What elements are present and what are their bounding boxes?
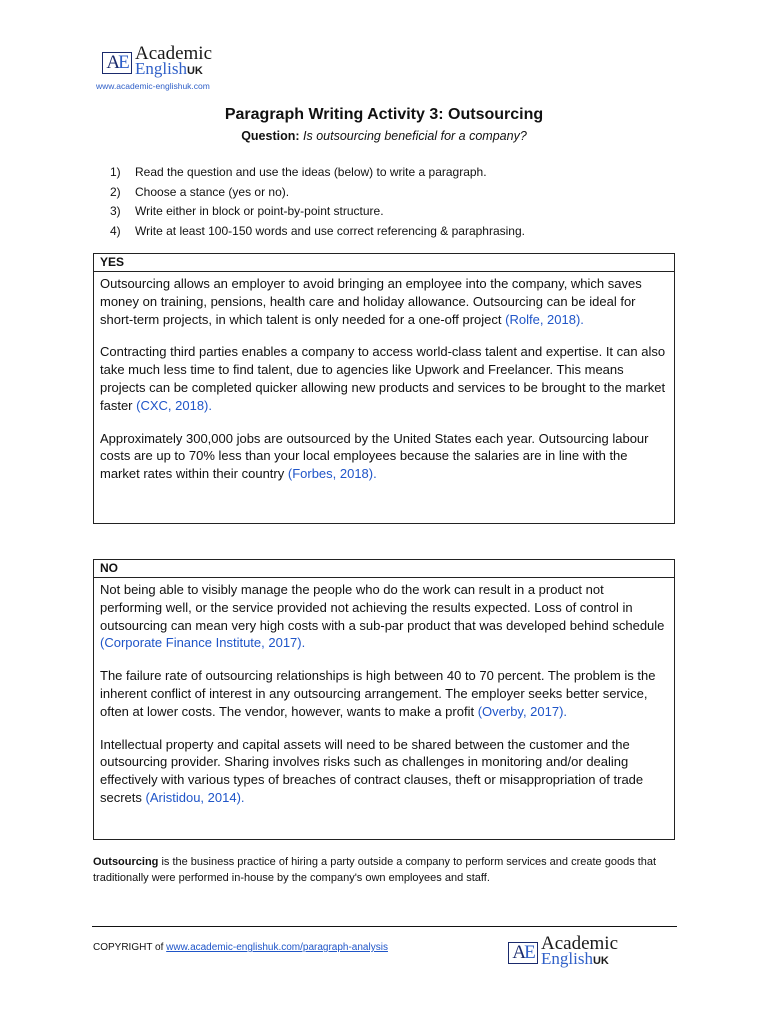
citation: (Overby, 2017).: [477, 703, 568, 719]
instruction-text: Read the question and use the ideas (below) to write a paragraph.: [135, 165, 487, 179]
no-paragraph: [100, 736, 668, 807]
instruction-item: [110, 224, 525, 244]
instruction-number: 3): [110, 204, 121, 218]
instruction-text: Write at least 100-150 words and use correct referencing & paraphrasing.: [135, 223, 525, 238]
citation: (Corporate Finance Institute, 2017).: [100, 635, 306, 651]
site-url-link[interactable]: www.academic-englishuk.com: [96, 81, 210, 91]
instruction-item: [110, 165, 525, 185]
logo-uk-text: UK: [592, 955, 609, 967]
no-heading: NO: [94, 560, 674, 578]
logo-wordmark: [135, 43, 213, 79]
instruction-item: [110, 185, 525, 205]
paragraph-analysis-link[interactable]: www.academic-englishuk.com/paragraph-analysis: [166, 942, 388, 953]
question-text: Is outsourcing beneficial for a company?: [303, 129, 527, 143]
copyright-line: [93, 942, 388, 953]
footer-brand-logo: [508, 933, 619, 969]
logo-word-academic: Academic: [541, 933, 619, 954]
instruction-item: [110, 204, 525, 224]
instruction-text: Choose a stance (yes or no).: [135, 184, 290, 199]
definition-text: is the business practice of hiring a party outside a company to perform services and create goods that traditionally were performed in-house by the company's own employees and staff.: [93, 856, 657, 884]
definition-term: Outsourcing: [93, 856, 159, 868]
no-paragraph: [100, 581, 668, 652]
logo-mark-e: E: [524, 941, 534, 963]
logo-mark-a: A: [106, 51, 119, 73]
instruction-number: 4): [110, 223, 121, 238]
citation: (CXC, 2018).: [136, 397, 212, 413]
logo-english-text: English: [135, 59, 187, 78]
logo-word-english: [135, 61, 212, 79]
paragraph-text: The failure rate of outsourcing relationships is high between 40 to 70 percent. The problem is the inherent conflict of interest in any outsourcing arrangement. The employer seeks better service, often at lower costs. The vendor, however, wants to make a profit: [100, 668, 656, 719]
paragraph-text: Contracting third parties enables a company to access world-class talent and expertise. It can also take much less time to find talent, due to agencies like Upwork and Freelancer. This means projects can be completed quicker allowing new products and services to be brought to the market faster: [100, 344, 666, 413]
logo-mark-a: A: [512, 941, 525, 963]
question-label: Question:: [241, 129, 300, 143]
logo-mark-e: E: [118, 51, 128, 73]
brand-logo: [102, 43, 213, 79]
citation: (Forbes, 2018).: [287, 466, 377, 482]
no-box: [93, 559, 675, 840]
yes-heading: YES: [94, 254, 674, 272]
instruction-list: [110, 165, 525, 243]
yes-paragraph: [100, 275, 668, 328]
footer-divider: [92, 926, 677, 927]
paragraph-text: Outsourcing allows an employer to avoid bringing an employee into the company, which saves money on training, pensions, health care and holiday allowance. Outsourcing can be ideal for short-term projects, in which talent is only needed for a one-off project: [100, 276, 642, 327]
no-paragraph: [100, 667, 668, 720]
citation: (Rolfe, 2018).: [505, 311, 584, 327]
yes-box: [93, 253, 675, 524]
copyright-label: COPYRIGHT of: [93, 942, 167, 953]
logo-word-academic: Academic: [135, 43, 213, 64]
question-line: [0, 129, 768, 143]
instruction-number: 1): [110, 165, 121, 179]
logo-uk-text: UK: [186, 65, 203, 77]
page-title: Paragraph Writing Activity 3: Outsourcing: [224, 106, 544, 123]
paragraph-text: Intellectual property and capital assets will need to be shared between the customer and the outsourcing provider. Sharing involves risks such as challenges in monitoring and/or dealing effectively with various types of breaches of contract clauses, theft or misappropriation of trade secrets: [100, 736, 644, 805]
yes-body: [94, 272, 674, 483]
no-body: [94, 578, 674, 807]
logo-mark-icon: [508, 942, 538, 964]
paragraph-text: Approximately 300,000 jobs are outsourced by the United States each year. Outsourcing labour costs are up to 70% less than your local employees because the salaries are in line with the market rates within their country: [100, 430, 649, 482]
citation: (Aristidou, 2014).: [145, 789, 245, 805]
logo-word-english: [541, 951, 618, 969]
logo-english-text: English: [541, 949, 593, 968]
paragraph-text: Not being able to visibly manage the people who do the work can result in a product not performing well, or the service provided not achieving the results expected. Loss of control in outsourcing can mean very high costs with a sub-par product that was developed behind schedule: [100, 582, 665, 633]
instruction-number: 2): [110, 184, 121, 199]
yes-paragraph: [100, 343, 668, 414]
logo-mark-icon: [102, 52, 132, 74]
instruction-text: Write either in block or point-by-point structure.: [135, 204, 384, 218]
outsourcing-definition: [93, 854, 683, 886]
yes-paragraph: [100, 430, 668, 483]
logo-wordmark: [541, 933, 619, 969]
